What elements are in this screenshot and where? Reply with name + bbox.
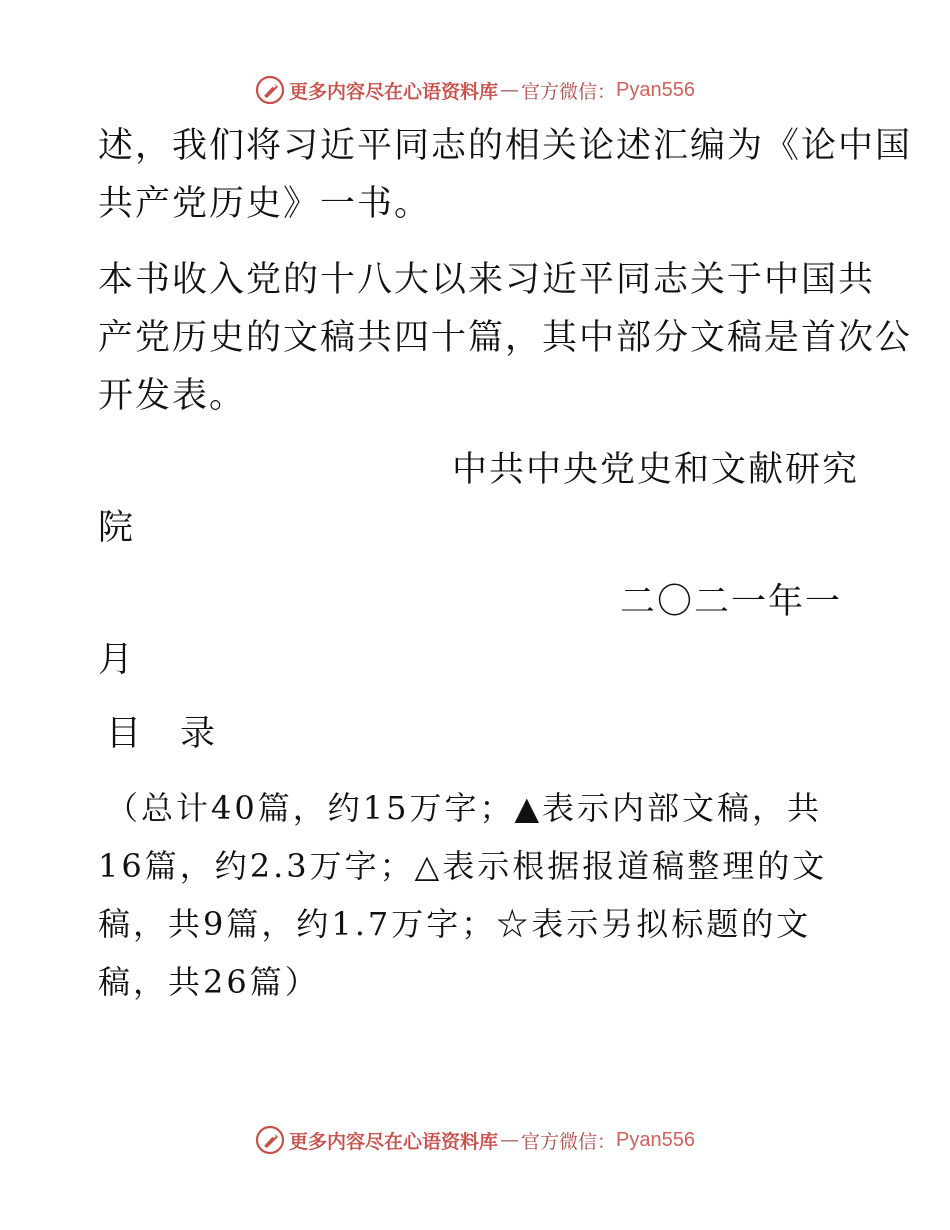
- pen-nib-seal-icon: [255, 75, 285, 105]
- body-line-4: 产党历史的文稿共四十篇，其中部分文稿是首次公: [98, 318, 913, 358]
- watermark-wechat-id: Pyan556: [616, 78, 695, 101]
- toc-note-line-2: 16篇，约2.3万字；△表示根据报道稿整理的文: [98, 847, 828, 885]
- watermark-wechat-id: Pyan556: [616, 1128, 695, 1151]
- watermark-label: 官方微信：: [521, 1130, 617, 1153]
- body-line-5: 开发表。: [98, 376, 247, 416]
- toc-heading: 目 录: [106, 714, 218, 754]
- watermark-footer: [0, 1122, 950, 1158]
- pen-nib-seal-icon: [255, 1125, 285, 1155]
- watermark-slogan: 更多内容尽在心语资料库: [289, 1130, 499, 1153]
- watermark-slogan: 更多内容尽在心语资料库: [289, 80, 499, 103]
- watermark-separator: —: [500, 1129, 520, 1151]
- toc-note-line-1: （总计40篇，约15万字；▲表示内部文稿，共: [106, 789, 823, 827]
- signature-org: 中共中央党史和文献研究: [452, 450, 860, 490]
- body-line-2: 共产党历史》一书。: [98, 184, 432, 224]
- watermark-label: 官方微信：: [521, 80, 617, 103]
- signature-org-continued: 院: [98, 508, 136, 548]
- watermark-separator: —: [500, 79, 520, 101]
- body-line-1: 述，我们将习近平同志的相关论述汇编为《论中国: [98, 126, 913, 166]
- signature-date-continued: 月: [98, 640, 136, 680]
- signature-date: 二〇二一年一: [620, 582, 843, 622]
- toc-note-line-3: 稿，共9篇，约1.7万字；☆表示另拟标题的文: [98, 905, 812, 943]
- body-line-3: 本书收入党的十八大以来习近平同志关于中国共: [98, 260, 876, 300]
- toc-note-line-4: 稿，共26篇）: [98, 963, 320, 1001]
- watermark-header: [0, 72, 950, 108]
